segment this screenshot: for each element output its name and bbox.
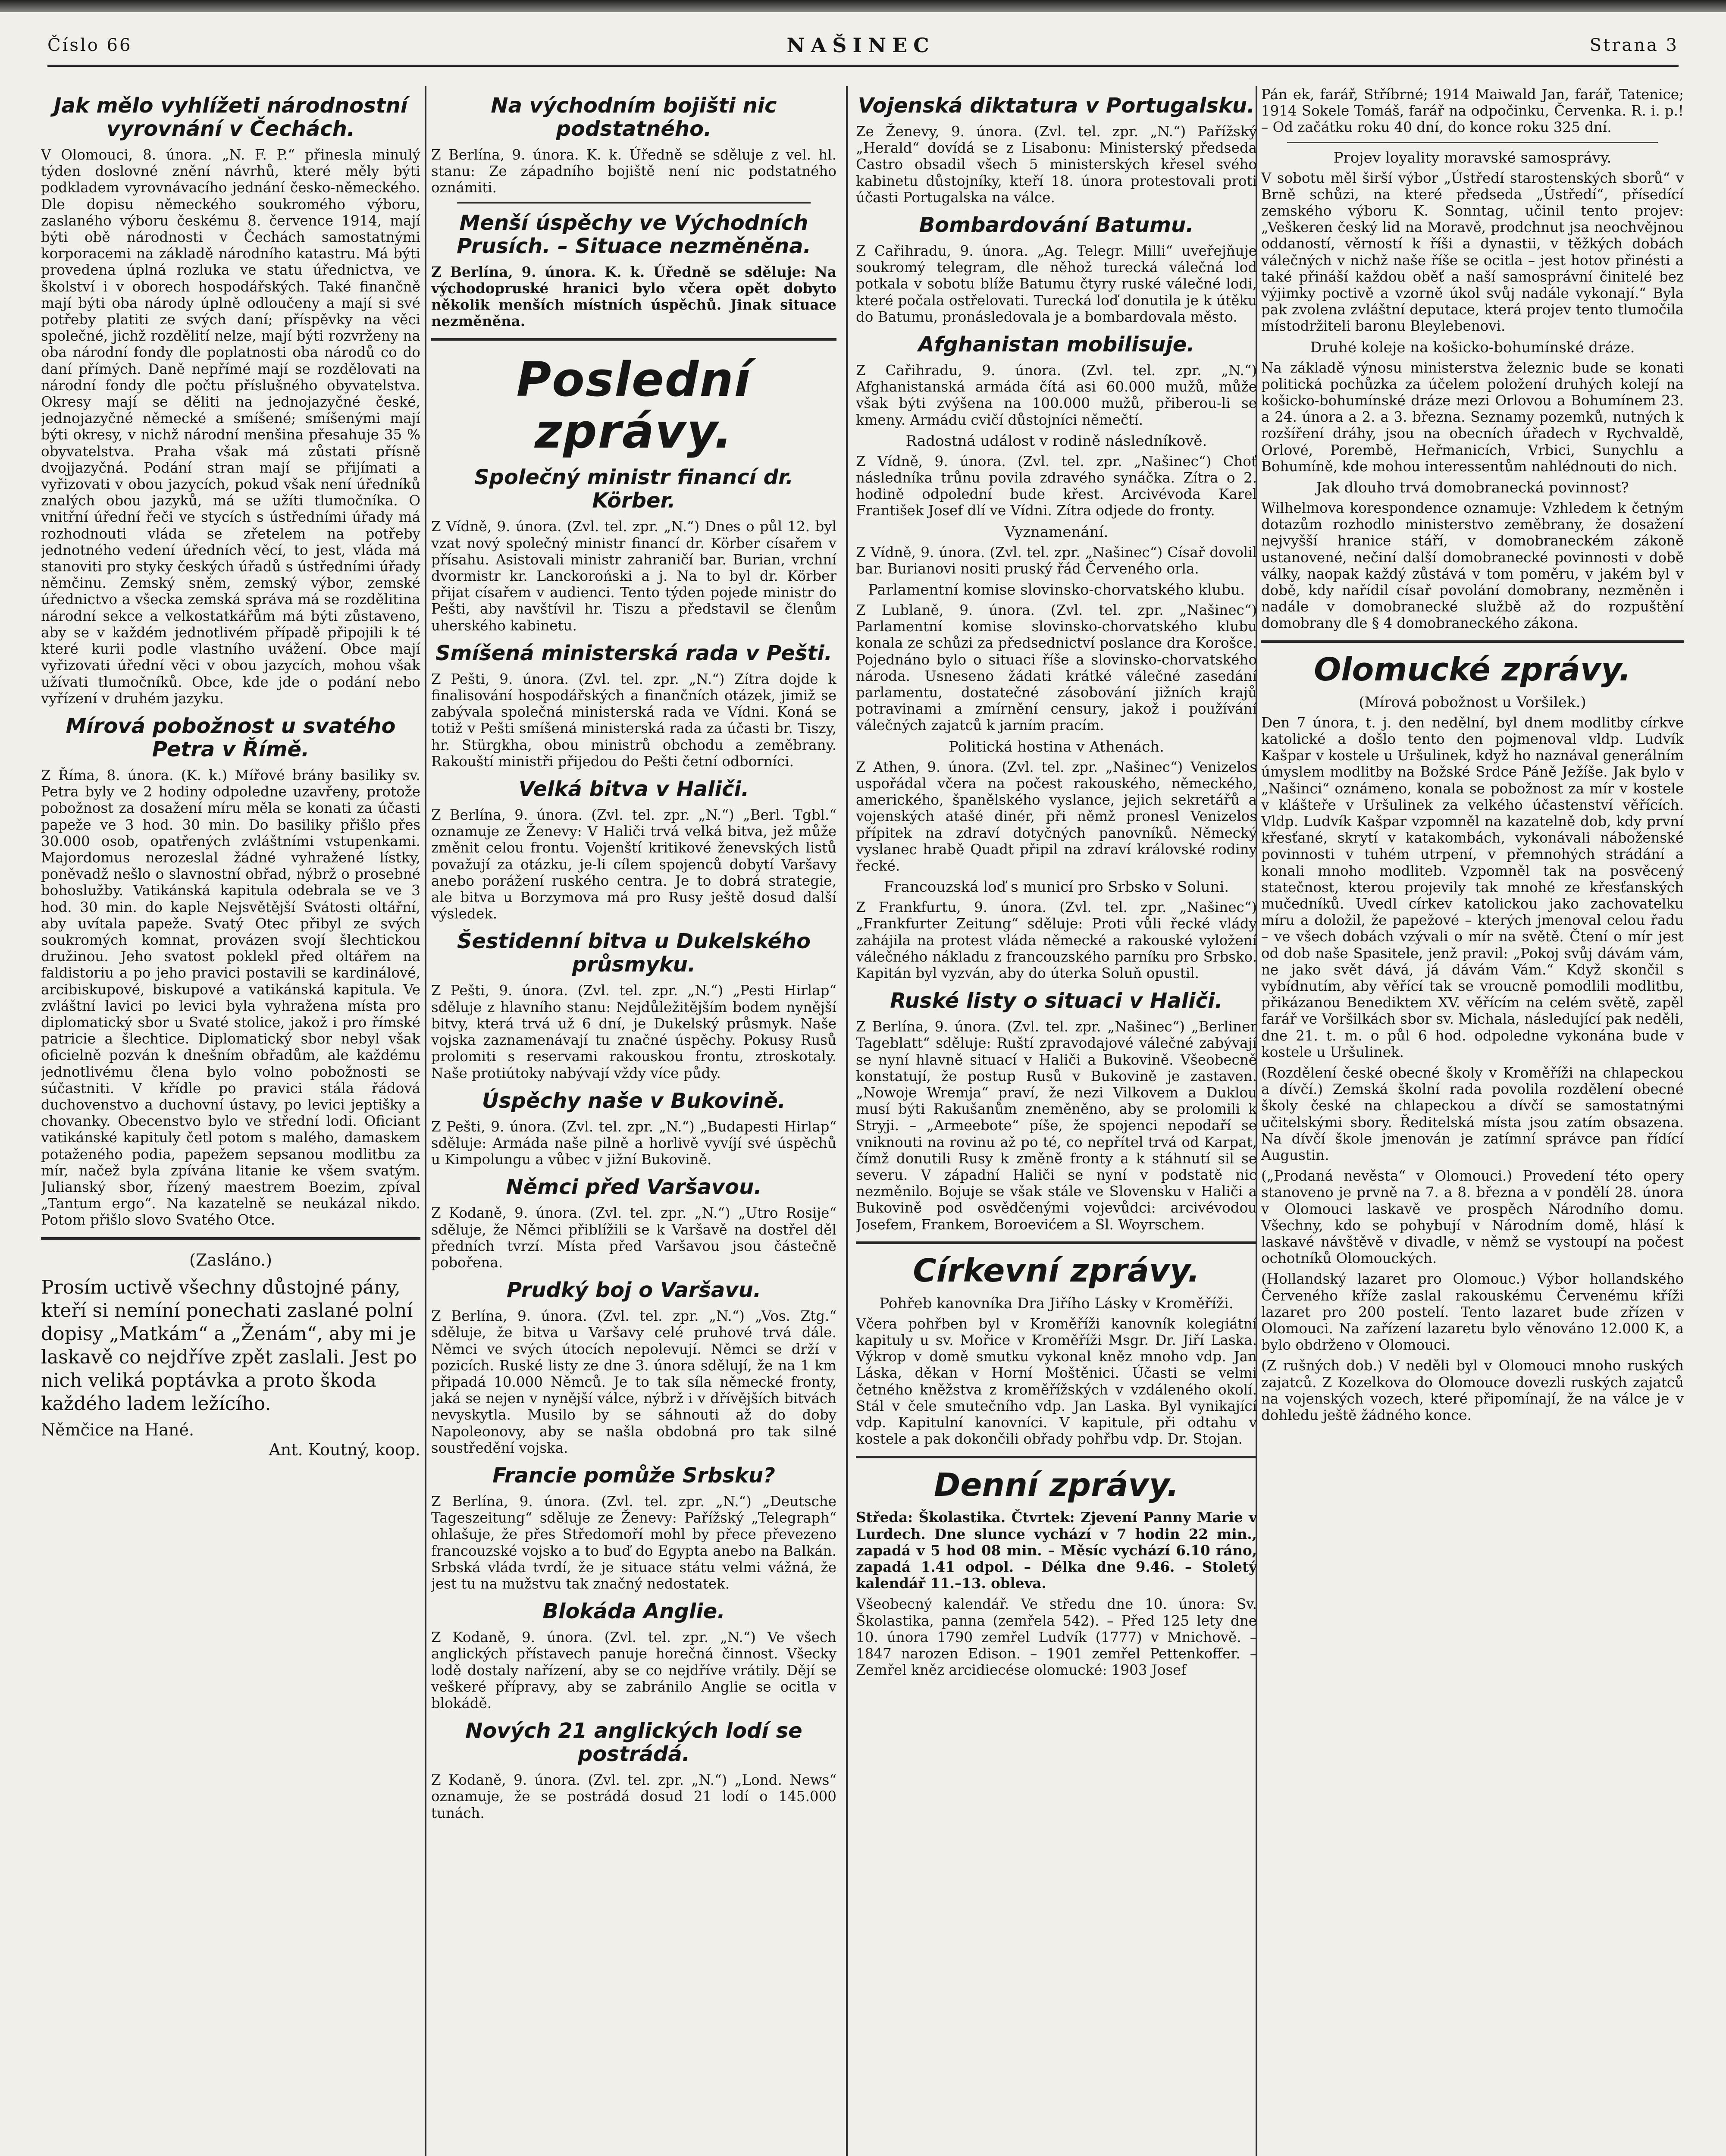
article-body: Den 7 února, t. j. den nedělní, byl dnem modlitby církve katolické a došlo tento den pojmenoval vldp. Ludvík Kašpar v kostele u Uršulinek, když ho naznával generálním úmyslem modlitby na Božské Srdce Páně Ježíše. Jak bylo v „Našinci“ oznámeno, konala se pobožnost za mír v kostele v klášteře v Uršulinek za velkého účastenství věřících. Vldp. Ludvík Kašpar vzpomněl na kazatelně dob, kdy první křesťané, skrytí v katakombách, vykonávali náboženské povinnosti v tuhém utrpení, v přemnohých strádání a konali mnoho modliteb. Vzpomněl tak na posvěcený statečnost, kterou projevily tak mnohé ze křesťanských mučedníků. Uvedl církev katolickou jako zachovatelku míru a doložil, že papežové – kterých jmenoval celou řadu – ve všech dobách vzývali o mír na světě. Čtení o mír jest od dob naše Spasitele, jenž pravil: „Pokoj svůj dávám vám, ne jako svět dává, já dávám Vám.“ Když skončil s vybídnutím, aby věřící tak se vroucně pomodlili modlitbu, přikázanou Benediktem XV. věřícím na celém světě, zapěl farář ve Voršilkách sbor sv. Michala, následující pak neděli, dne 21. t. m. o půl 6 hod. odpoledne vykonána bude v kostele u Uršulinek.: [1261, 714, 1684, 1060]
article-body: Z Frankfurtu, 9. února. (Zvl. tel. zpr. „Našinec“) „Frankfurter Zeitung“ sděluje: Proti vůli řecké vlády zahájila na protest vláda německé a rakouské vyložení válečného nákladu z francouzského parníku pro Srbsko. Kapitán byl vyzván, aby do úterka Soluň opustil.: [856, 899, 1257, 981]
article-body: Z Vídně, 9. února. (Zvl. tel. zpr. „Našinec“) Císař dovolil bar. Burianovi nositi pruský řád Červeného orla.: [856, 544, 1257, 577]
letter-title: (Zasláno.): [189, 1250, 272, 1269]
article-body: („Prodaná nevěsta“ v Olomouci.) Provedení této opery stanoveno je prvně na 7. a 8. března a v pondělí 28. února v Olomouci laskavě ve prospěch Národního domu. Všechny, kdo se pohybují v Národním domě, hlásí k laskavé návštěvě v divadle, v němž se vystoupí na počest ochotníků Olomouckých.: [1261, 1168, 1684, 1267]
section-title: Denní zprávy.: [933, 1467, 1179, 1504]
section-title: Poslední zprávy.: [516, 352, 752, 459]
column-2: [431, 86, 836, 2156]
article-body: Z Berlína, 9. února. (Zvl. tel. zpr. „N.“) „Deutsche Tageszeitung“ sděluje ze Ženevy: Pařížský „Telegraph“ ohlašuje, že přes Středomoří mohl by přece převezeno francouzské vojsko a to buď do Egypta anebo na Balkán. Srbská vláda tvrdí, že je situace státu velmi vážná, že jest tu na mužstvu tak značný nedostatek.: [431, 1493, 836, 1592]
article-body: Pán ek, farář, Stříbrné; 1914 Maiwald Jan, farář, Tatenice; 1914 Sokele Tomáš, farář na odpočinku, Červenka. R. i. p.! – Od začátku roku 40 dní, do konce roku 325 dní.: [1261, 86, 1684, 136]
article-body: Z Cařihradu, 9. února. (Zvl. tel. zpr. „N.“) Afghanistanská armáda čítá asi 60.000 mužů, může však býti zvýšena na 100.000 mužů, přiberou-li se kmeny. Armádu cvičí důstojníci němečtí.: [856, 362, 1257, 428]
article-body: Z Berlína, 9. února. (Zvl. tel. zpr. „N.“) „Vos. Ztg.“ sděluje, že bitva u Varšavy celé pruhové trvá dále. Němci ve svých útocích nepolevují. Němci se drží v pozicích. Ruské listy ze dne 3. února sdělují, že na 1 km připadá 10.000 Němců. Je to tak síla německé fronty, jaká se nejen v nynější válce, nýbrž i v dřívějších bitvách nevyskytla. Musilo by se sáhnouti až do doby Napoleonovy, aby se našla obdobná pro tak silné soustředění vojska.: [431, 1308, 836, 1456]
divider: [1261, 640, 1684, 643]
headline: Šestidenní bitva u Dukelského průsmyku.: [457, 929, 811, 977]
column-rule: [846, 86, 848, 2156]
article-body: Na základě výnosu ministerstva železnic bude se konati politická pochůzka za účelem položení druhých kolejí na košicko-bohumínské dráze mezi Orlovou a Bohumínem 23. a 24. února a 2. a 3. března. Seznamy pozemků, nutných k rozšíření dráhy, jsou na obecních úřadech v Rychvaldě, Orlové, Porembě, Heřmanicích, Vrbici, Sunychlu a Bohumíně, kde mohou interessentům nahlédnouti do nich.: [1261, 359, 1684, 475]
divider: [457, 202, 811, 204]
page-number: Strana 3: [1589, 35, 1679, 55]
article-body: Z Cařihradu, 9. února. „Ag. Telegr. Milli“ uveřejňuje soukromý telegram, dle něhož turecká válečná loď potkala v sobotu blíže Batumu čtyry ruské válečné lodi, které počala ostřelovati. Turecká loď donutila je k útěku do Batumu, pronásledovala je a bombardovala město.: [856, 243, 1257, 325]
headline: Ruské listy o situaci v Haliči.: [890, 989, 1223, 1013]
article-body: Z Pešti, 9. února. (Zvl. tel. zpr. „N.“) „Budapesti Hirlap“ sděluje: Armáda naše pilně a horlivě vyvíjí své úspěchů u Kimpolungu a vůbec v jižní Bukovině.: [431, 1118, 836, 1168]
headline: Blokáda Anglie.: [542, 1599, 725, 1624]
headline: Smíšená ministerská rada v Pešti.: [435, 641, 833, 665]
headline: Vojenská diktatura v Portugalsku.: [858, 94, 1255, 118]
subheadline: Vyznamenání.: [1004, 523, 1109, 541]
article-body: Z Berlína, 9. února. (Zvl. tel. zpr. „Našinec“) „Berliner Tageblatt“ sděluje: Ruští zpravodajové válečné zabývají se nyní hlavně situací v Haliči a Bukovině. Všeobecně konstatují, že postup Rusů v Bukovině je zastaven. „Nowoje Wremja“ praví, že nezi Vilkovem a Duklou musí býti Rakušanům zneměněno, aby se prolomili k Stryji. – „Armeebote“ píše, že spojenci nepodaří se vniknouti na rovinu až po té, co nepřítel trvá od Karpat, čímž donutili Rusy k změně fronty a k stáhnutí sil se severu. V západní Haliči se nyní v podstatě nic nezměnilo. Bojuje se však stále ve Slovensku v Haliči a Bukovině pod osvědčenými vojevůdci: arcivévodou Josefem, Frankem, Boroevićem a Sl. Woyrschem.: [856, 1018, 1257, 1233]
article-body: (Z rušných dob.) V neděli byl v Olomouci mnoho ruských zajatců. Z Kozelkova do Olomouce dovezli ruských zajatců na vojenských vozech, které připomínají, že na válce je v dohledu ještě žádného konce.: [1261, 1357, 1684, 1424]
subheadline: Pohřeb kanovníka Dra Jiřího Lásky v Kroměříži.: [879, 1294, 1234, 1312]
article-body: V sobotu měl širší výbor „Ústředí starostenských sborů“ v Brně schůzi, na které předseda „Ústředí“, přísedící zemského výboru K. Sonntag, učinil tento projev: „Veškeren český lid na Moravě, prodchnut jsa neochvějnou oddaností, věrností k říši a dynastii, v těžkých dobách válečných v nichž naše říše se ocitla – jest hotov přinésti a také přináší každou oběť a naší samosprávní činitelé bez výjimky poctivě a vzorně úkol svůj nadále vykonají.“ Byla pak zvolena zvláštní deputace, která projev tento tlumočila místodržiteli baronu Bleylebenovi.: [1261, 169, 1684, 335]
article-body: (Hollandský lazaret pro Olomouc.) Výbor hollandského Červeného kříže zaslal rakouskému Červenému kříži lazaret pro 200 postelí. Tento lazaret bude zřízen v Olomouci. Na zařízení lazaretu bylo věnováno 12.000 K, a bylo obdrženo v Olomouci.: [1261, 1271, 1684, 1354]
column-3: [856, 86, 1257, 2156]
article-body: Z Berlína, 9. února. (Zvl. tel. zpr. „N.“) „Berl. Tgbl.“ oznamuje ze Ženevy: V Haliči trvá velká bitva, jež může změnit celou frontu. Vojenští kritikové ženevských listů považují za otázku, je-li cílem spojenců dobytí Varšavy anebo porážení ruského centra. Je to dobrá strategie, ale bitva u Borzymova má pro Rusy ještě dosud další výsledek.: [431, 807, 836, 922]
subheadline: Projev loyality moravské samosprávy.: [1333, 149, 1612, 166]
article-body: Z Vídně, 9. února. (Zvl. tel. zpr. „N.“) Dnes o půl 12. byl vzat nový společný ministr financí dr. Körber císařem v přísahu. Asistovali ministr zahraničí bar. Burian, vrchní dvormistr kr. Lanckoroński a j. Na to byl dr. Körber přijat císařem v audienci. Tento týden pojede ministr do Pešti, aby navštívil hr. Tiszu a představil se členům uherského kabinetu.: [431, 518, 836, 634]
headline: Společný ministr financí dr. Körber.: [474, 465, 794, 513]
subheadline: Politická hostina v Athenách.: [949, 738, 1164, 755]
headline: Bombardování Batumu.: [919, 213, 1194, 238]
article-body: Z Kodaně, 9. února. (Zvl. tel. zpr. „N.“) „Lond. News“ oznamuje, že se postrádá dosud 21 lodí o 145.000 tunách.: [431, 1772, 836, 1821]
article-body: Všeobecný kalendář. Ve středu dne 10. února: Sv. Školastika, panna (zemřela 542). – Před 125 lety dne 10. února 1790 zemřel Ludvík (1777) v Mnichově. – 1847 narozen Edison. – 1901 zemřel Pettenkoffer. – Zemřel kněz arcidiecése olomucké: 1903 Josef: [856, 1596, 1257, 1679]
article-body: Z Berlína, 9. února. K. k. Úředně se sděluje z vel. hl. stanu: Ze západního bojiště není nic podstatného oznámiti.: [431, 147, 836, 196]
scan-edge: [0, 0, 1726, 12]
issue-number: Číslo 66: [47, 35, 132, 55]
letter-body: Prosím uctivě všechny důstojné pány, kteří si nemíní ponechati zaslané polní dopisy „Matkám“ a „Ženám“, aby mi je laskavě co nejdříve zpět zaslali. Jest po nich veliká poptávka a proto škoda každého ladem ležícího.: [41, 1276, 417, 1415]
article-body: (Rozdělení české obecné školy v Kroměříži na chlapeckou a dívčí.) Zemská školní rada povolila rozdělení obecné školy české na chlapeckou a dívčí se samostatnými učitelskými sbory. Ředitelská místa jsou zatím obsazena. Na dívčí škole jmenován je zatímní správce pan řídící Augustin.: [1261, 1064, 1684, 1163]
article-body: Z Kodaně, 9. února. (Zvl. tel. zpr. „N.“) Ve všech anglických přístavech panuje horečná činnost. Všecky lodě dostaly nařízení, aby se co nejdříve vrátily. Dějí se veškeré přípravy, aby se zabránilo Anglie se ocitla v blokádě.: [431, 1629, 836, 1711]
headline: Němci před Varšavou.: [506, 1175, 762, 1200]
article-body: Z Athen, 9. února. (Zvl. tel. zpr. „Našinec“) Venizelos uspořádal včera na počest rakouského, německého, amerického, španělského vyslance, jejich sekretářů a vojenských atašé dinér, při němž pronesl Venizelos přípitek na zdraví dotyčných panovníků. Německý vyslanec hrabě Quadt připil na zdraví královské rodiny řecké.: [856, 758, 1257, 874]
divider: [431, 338, 836, 341]
divider: [856, 1456, 1257, 1458]
subheadline: (Mírová pobožnost u Voršilek.): [1359, 693, 1586, 711]
letter-signature: Ant. Koutný, koop.: [269, 1440, 420, 1459]
headline: Mírová pobožnost u svatého Petra v Římě.: [66, 714, 396, 761]
article-body: Včera pohřben byl v Kroměříži kanovník kolegiátní kapituly u sv. Mořice v Kroměříži Msgr. Dr. Jiří Laska. Výkrop v domě smutku vykonal kněz mnoho vdp. Jan Láska, děkan v Horní Moštěnici. Účasti se velmi četného kněžstva z kroměřížských v vzdáleného okolí. Stál v čele smutečního vdp. Jan Laska. Byl vynikající vdp. Kapitulní kanovníci. V kapitule, při odtahu v kostele a pak dokončili obřady pohřbu vdp. Dr. Stojan.: [856, 1315, 1257, 1448]
article-body: Středa: Školastika. Čtvrtek: Zjevení Panny Marie v Lurdech. Dne slunce vychází v 7 hodin 22 min., zapadá v 5 hod 08 min. – Měsíc vychází 6.10 ráno, zapadá 1.41 odpol. – Délka dne 9.46. – Stoletý kalendář 11.–13. oblevа.: [856, 1509, 1257, 1592]
subheadline: Druhé koleje na košicko-bohumínské dráze.: [1310, 338, 1635, 356]
subheadline: Radostná událost v rodině následníkově.: [905, 432, 1207, 450]
headline: Velká bitva v Haliči.: [518, 777, 749, 802]
divider: [856, 1241, 1257, 1244]
subheadline: Francouzská loď s municí pro Srbsko v Soluni.: [883, 878, 1229, 896]
headline: Francie pomůže Srbsku?: [492, 1463, 775, 1488]
section-title: Církevní zprávy.: [913, 1252, 1200, 1289]
divider: [41, 1237, 420, 1240]
headline: Prudký boj o Varšavu.: [506, 1278, 761, 1303]
column-rule: [425, 86, 426, 2156]
masthead-title: NAŠINEC: [786, 34, 935, 57]
letter-to-editor: [41, 1248, 420, 1416]
subheadline: Jak dlouho trvá domobranecká povinnost?: [1316, 479, 1629, 497]
subheadline: Parlamentní komise slovinsko-chorvatského klubu.: [868, 581, 1245, 599]
headline: Menší úspěchy ve Východních Prusích. – Situace nezměněna.: [457, 210, 811, 258]
article-body: Ze Ženevy, 9. února. (Zvl. tel. zpr. „N.“) Pařížský „Herald“ dovídá se z Lisabonu: Ministerský předseda Castro obsadil všech 5 ministerských křesel svého kabinetu důstojníky, kteří 18. února protestovali proti účasti Portugalska na válce.: [856, 123, 1257, 206]
column-1: [41, 86, 420, 2156]
article-body: Z Pešti, 9. února. (Zvl. tel. zpr. „N.“) „Pesti Hirlap“ sděluje z hlavního stanu: Nejdůležitějším bodem nynější bitvy, která trvá už 6 dní, je Dukelský průsmyk. Naše vojska zaznamenávají tu značné úspěchy. Pokusy Rusů prolomiti s reservami rakouskou frontu, ztroskotaly. Naše protiútoky nabývají vždy více půdy.: [431, 982, 836, 1081]
column-4: [1261, 86, 1684, 2156]
headline: Úspěchy naše v Bukovině.: [482, 1088, 786, 1113]
article-body: Z Pešti, 9. února. (Zvl. tel. zpr. „N.“) Zítra dojde k finalisování hospodářských a finančních otázek, jimiž se zabývala společná ministerská rada ve Vídni. Koná se totiž v Pešti smíšená ministerská rada za účasti br. Tiszy, hr. Stürgkha, obou ministrů obchodu a zeměbrany. Rakouští ministři přijedou do Pešti četní odborníci.: [431, 671, 836, 770]
article-body: Z Říma, 8. února. (K. k.) Mířové brány basiliky sv. Petra byly ve 2 hodiny odpoledne uzavřeny, protože pobožnost za dosažení míru měla se konati za účasti papeže ve 3 hod. 30 min. Do basiliky přišlo přes 30.000 osob, opatřených zvláštními vstupenkami. Majordomus nerozeslal žádné vyhražené lístky, poněvadž nešlo o slavnostní obřad, nýbrž o prosebné bohoslužby. Vatikánská kapitula odebrala se ve 3 hod. 30 min. do kaple Nejsvětější Svátosti oltářní, aby uvítala papeže. Svatý Otec přibyl ze svých soukromých komnat, provázen svojí šlechtickou družinou. Jeho svatost poklekl před oltářem na faldistoriu a po jeho pravici postavili se kardinálové, arcibiskupové, biskupové a vatikánská kapitula. Ve zvláštní lavici po levici byla vyhražena místa pro diplomatický sbor u Svaté stolice, jakož i pro římské patricie a šlechtice. Diplomatický sbor nebyl však oficielně pozván k dnešním obřadům, ale každému jednotlivému člena bylo volno pobožnosti se súčastniti. V křídle po pravici stála řádová duchovenstvo a duchovní ústavy, po levici jeptišky a chovanky. Obecenstvo bylo ve střední lodi. Oficiant vatikánské kapituly četl potom s malého, damaskem potaženého podia, papežem sepsanou modlitbu za mír, načež byla zpívána litanie ke všem svatým. Julianský sbor, řízený maestrem Boezim, zpíval „Tantum ergo“. Na kazatelně se neukázal nikdo. Potom přišlo slovo Svatého Otce.: [41, 767, 420, 1228]
letter-place: Němčice na Hané.: [41, 1420, 194, 1439]
article-body: Z Vídně, 9. února. (Zvl. tel. zpr. „Našinec“) Choť následníka trůnu povila zdravého synáčka. Zítra o 2. hodině odpolední bude křest. Arcivévoda Karel František Josef dlí ve Vídni. Zítra odjede do fronty.: [856, 453, 1257, 519]
headline: Na východním bojišti nic podstatného.: [491, 94, 777, 141]
headline: Afghanistan mobilisuje.: [918, 332, 1195, 357]
article-body: Z Berlína, 9. února. K. k. Úředně se sděluje: Na východopruské hranici bylo včera opět dobyto několik menších místních úspěchů. Jinak situace nezměněna.: [431, 263, 836, 330]
section-title: Olomucké zprávy.: [1314, 651, 1631, 688]
headline: Jak mělo vyhlížeti národnostní vyrovnání v Čechách.: [53, 94, 408, 141]
article-body: Z Kodaně, 9. února. (Zvl. tel. zpr. „N.“) „Utro Rosije“ sděluje, že Němci přiblížili se k Varšavě na dostřel děl předních tvrzí. Místa před Varšavou jsou částečně pobořena.: [431, 1205, 836, 1271]
headline: Nových 21 anglických lodí se postrádá.: [465, 1719, 802, 1767]
article-body: Wilhelmova korespondence oznamuje: Vzhledem k četným dotazům rozhodlo ministerstvo zeměbrany, že dosažení nejvyšší hranice stáří, v domobraneckém zákoně ustanovené, nečiní další domobranecké povinnosti v době války, naopak každý zůstává v tom poměru, v jakém byl v době, kdy nařídil císař povolání domobrany, nezměněn i nadále v domobranecké službě až do rozpuštění domobrany dle § 4 domobraneckého zákona.: [1261, 500, 1684, 632]
running-header: [47, 26, 1679, 67]
divider: [1287, 142, 1658, 143]
article-body: Z Lublaně, 9. února. (Zvl. tel. zpr. „Našinec“) Parlamentní komise slovinsko-chorvatského klubu konala ze schůzi za předsednictví poslance dra Korošce. Pojednáno bylo o situaci říše a slovinsko-chorvatského národa. Usneseno žádati krátké válečné zasedání parlamentu, dostatečné zásobování jižních krajů potravinami a zmírnění censury, jakož i používání válečných zajatců k jarním pracím.: [856, 602, 1257, 734]
article-body: V Olomouci, 8. února. „N. F. P.“ přinesla minulý týden doslovné znění návrhů, které měly býti podkladem vyrovnávacího jednání česko-německého. Dle dopisu německého soukromého výboru, zaslaného výboru českému 8. července 1914, mají býti obě národnosti v Čechách samostatnými korporacemi na základě národního katastru. Má býti provedena úplná rozluka ve statu úřednictva, ve školství i v oborech hospodářských. Také finančně mají býti oba národy úplně odloučeny a mají si své potřeby platiti ze svých daní; příspěvky na věci společné, jichž rozdělití nelze, mají býti rozvrženy na oba národní fondy dle poplatnosti oba národů co do daní přímých. Daně nepřímé mají se rozdělovati na národní fondy dle počtu příslušného obyvatelstva. Okresy mají se děliti na jednojazyčné české, jednojazyčné německé a smíšené; smíšenými mají býti okresy, v nichž národní menšina přesahuje 35 % obyvatelstva. Praha však má zůstati přísně dvojjazyčná. Podání stran mají se přijímati a vyřizovati v obou jazycích, pokud však není úředníků znalých obou jazyků, má se užíti tlumočníka. O vnitřní úřední řeči ve stycích s ústředními úřady má rozhodnouti vláda se zřetelem na potřeby jednotného vedení úředních věcí, to jest, vláda má stanoviti pro styky českých úřadů s ústředními úřady němčinu. Zemský sněm, zemský výbor, zemské úřednictvo a všecka zemská správa má se rozdělitina národní sekce a velkostatkářům má býti zůstaveno, aby se v každém jednotlivém případě připojili k té které kurii podle vlastního uvážení. Obce mají vyřizovati úřední věci v obou jazycích, mohou však užívati tlumočníků. Obce, kde jde o podání nebo vyřízení v druhém jazyku.: [41, 147, 420, 707]
